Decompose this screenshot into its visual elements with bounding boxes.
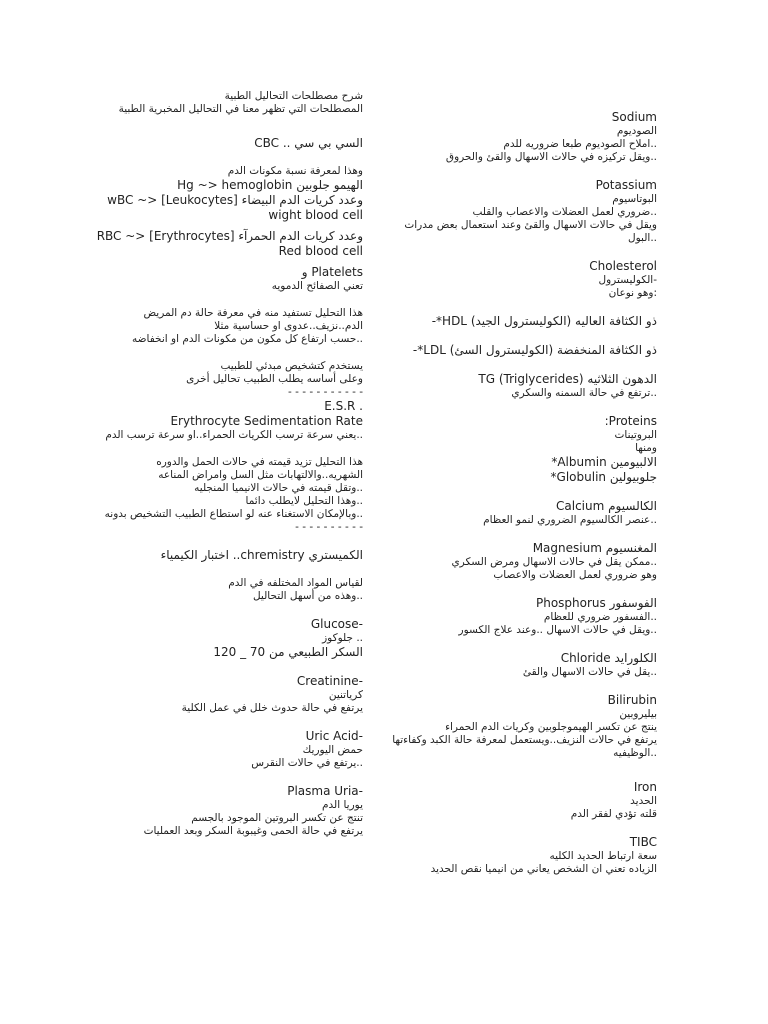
esr-use-line: ..وبالإمكان الاستغناء عنه لو استطاع الطبيب التشخيص بدونه (104, 508, 363, 520)
calcium-description: ..عنصر الكالسيوم الضروري لنمو العظام (483, 514, 657, 526)
iron-description: قلته تؤدي لفقر الدم (570, 808, 657, 820)
cbc-use-line: وعلى أساسه يطلب الطبيب تحاليل أخرى (186, 373, 363, 385)
sodium-heading: Sodium (611, 110, 657, 124)
esr-use-line: الشهريه..والالتهابات مثل السل وامراض المناعه (158, 469, 363, 481)
cholesterol-arabic: -الكوليسترول (598, 274, 657, 286)
magnesium-description: ..ممكن يقل في حالات الاسهال ومرض السكري (451, 556, 657, 568)
left-page (96, 90, 363, 926)
glucose-heading: -Glucose (310, 617, 363, 631)
chemistry-heading: الكميستري chremistry.. اختبار الكيمياء (160, 548, 363, 562)
esr-full-name: Erythrocyte Sedimentation Rate (170, 414, 363, 428)
document-title: شرح مصطلحات التحاليل الطبية (224, 90, 363, 102)
magnesium-description: وهو ضروري لعمل العضلات والاعصاب (493, 569, 657, 581)
albumin-line: الالبيومين Albumin* (551, 455, 657, 469)
potassium-heading: Potassium (595, 178, 657, 192)
potassium-description: ..البول (627, 232, 657, 244)
chemistry-description: لقياس المواد المختلفه في الدم (228, 577, 363, 589)
globulin-line: جلوبيولين Globulin* (550, 470, 657, 484)
creatinine-arabic: كرياتنين (328, 689, 363, 701)
potassium-description: ويقل في حالات الاسهال والقئ وعند استعمال بعض مدرات (404, 219, 657, 231)
sodium-description: ..ويقل تركيزه في حالات الاسهال والقئ والحروق (445, 151, 657, 163)
proteins-arabic: البروتينات (614, 429, 657, 441)
proteins-heading: Proteins: (604, 414, 657, 428)
bilirubin-heading: Bilirubin (607, 693, 657, 707)
esr-heading: . E.S.R (324, 399, 363, 413)
wbc-english: wight blood cell (268, 208, 363, 222)
ldl-line: ذو الكثافة المنخفضة (الكوليسترول السئ) LDL*- (412, 343, 657, 357)
tibc-arabic: سعة ارتباط الحديد الكليه (549, 850, 657, 862)
cholesterol-description: :وهو نوعان (608, 287, 657, 299)
esr-use-line: ..وتقل قيمته في حالات الانيميا المنجليه (194, 482, 363, 494)
cholesterol-heading: Cholesterol (589, 259, 657, 273)
tg-description: ..ترتفع في حالة السمنه والسكري (511, 387, 657, 399)
bilirubin-description: يرتفع في حالات النزيف..ويستعمل لمعرفة حالة الكبد وكفاءتها (392, 734, 657, 746)
chloride-description: ..يقل في حالات الاسهال والقئ (522, 666, 657, 678)
creatinine-heading: -Creatinine (296, 674, 363, 688)
bilirubin-description: ..الوظيفيه (613, 747, 657, 759)
uric-acid-description: ..يرتفع في حالات النقرس (251, 757, 363, 769)
uric-acid-arabic: حمض اليوريك (302, 744, 363, 756)
plasma-uria-description: يرتفع في حالة الحمى وغيبوبة السكر وبعد العمليات (143, 825, 363, 837)
sodium-description: ..املاح الصوديوم طبعا ضروريه للدم (503, 138, 657, 150)
esr-description: ..يعني سرعة ترسب الكريات الحمراء..او سرعة ترسب الدم (105, 429, 363, 441)
magnesium-heading: المغنسيوم Magnesium (532, 541, 657, 555)
cbc-use-line: ..حسب ارتفاع كل مكون من مكونات الدم او انخفاضه (132, 333, 363, 345)
cbc-description: وهذا لمعرفة نسبة مكونات الدم (227, 165, 363, 177)
glucose-arabic: .. جلوكوز (322, 632, 363, 644)
proteins-description: ومنها (635, 442, 657, 454)
plasma-uria-description: تنتج عن تكسر البروتين الموجود بالجسم (191, 812, 363, 824)
section-divider: - - - - - - - - - - - (287, 386, 363, 398)
iron-heading: Iron (633, 780, 657, 794)
hemoglobin-line: الهيمو جلوبين Hg ~> hemoglobin (177, 178, 363, 192)
creatinine-description: يرتفع في حالة حدوث خلل في عمل الكلية (181, 702, 363, 714)
iron-arabic: الحديد (630, 795, 657, 807)
plasma-uria-arabic: يوريا الدم (321, 799, 363, 811)
tibc-heading: TIBC (629, 835, 657, 849)
rbc-english: Red blood cell (278, 244, 363, 258)
glucose-normal-range: السكر الطبيعي من 70 _ 120 (213, 645, 363, 659)
phosphorus-heading: الفوسفور Phosphorus (536, 596, 657, 610)
cbc-use-line: الدم..نزيف..عدوى او حساسية مثلا (214, 320, 363, 332)
esr-use-line: ..وهذا التحليل لايطلب دائما (245, 495, 363, 507)
rbc-line: وعدد كريات الدم الحمرآء RBC ~> [Erythrocytes] (96, 229, 363, 243)
platelets-line: Platelets و (301, 265, 363, 279)
potassium-arabic: البوتاسيوم (612, 193, 657, 205)
chloride-heading: الكلورايد Chloride (560, 651, 657, 665)
phosphorus-description: ..الفسفور ضروري للعظام (543, 611, 657, 623)
tg-heading: الدهون الثلاثيه (TG (Triglycerides (478, 372, 657, 386)
cbc-use-line: يستخدم كتشخيص مبدئي للطبيب (220, 360, 363, 372)
cbc-heading: السي بي سي .. CBC (254, 136, 363, 150)
potassium-description: ..ضروري لعمل العضلات والاعصاب والقلب (472, 206, 657, 218)
section-divider: - - - - - - - - - - (295, 521, 363, 533)
cbc-use-line: هذا التحليل تستفيد منه في معرفة حالة دم المريض (143, 307, 363, 319)
bilirubin-description: ينتج عن تكسر الهيموجلوبين وكريات الدم الحمراء (445, 721, 657, 733)
chemistry-description: ..وهذه من أسهل التحاليل (252, 590, 363, 602)
sodium-arabic: الصوديوم (616, 125, 657, 137)
tibc-description: الزياده تعني ان الشخص يعاني من انيميا نقص الحديد (430, 863, 657, 875)
phosphorus-description: ..ويقل في حالات الاسهال ..وعند علاج الكسور (458, 624, 657, 636)
plasma-uria-heading: -Plasma Uria (287, 784, 363, 798)
platelets-description: تعني الصفائح الدمويه (271, 280, 363, 292)
bilirubin-arabic: بيليروبين (619, 708, 657, 720)
esr-use-line: هذا التحليل تزيد قيمته في حالات الحمل والدوره (156, 456, 363, 468)
document-subtitle: المصطلحات التي تظهر معنا في التحاليل المخبرية الطبية (118, 103, 363, 115)
wbc-line: وعدد كريات الدم البيضاء wBC ~> [Leukocytes] (107, 193, 363, 207)
right-page (392, 90, 657, 926)
uric-acid-heading: -Uric Acid (305, 729, 363, 743)
hdl-line: ذو الكثافة العاليه (الكوليسترول الجيد) HDL*- (431, 314, 657, 328)
calcium-heading: الكالسيوم Calcium (556, 499, 657, 513)
